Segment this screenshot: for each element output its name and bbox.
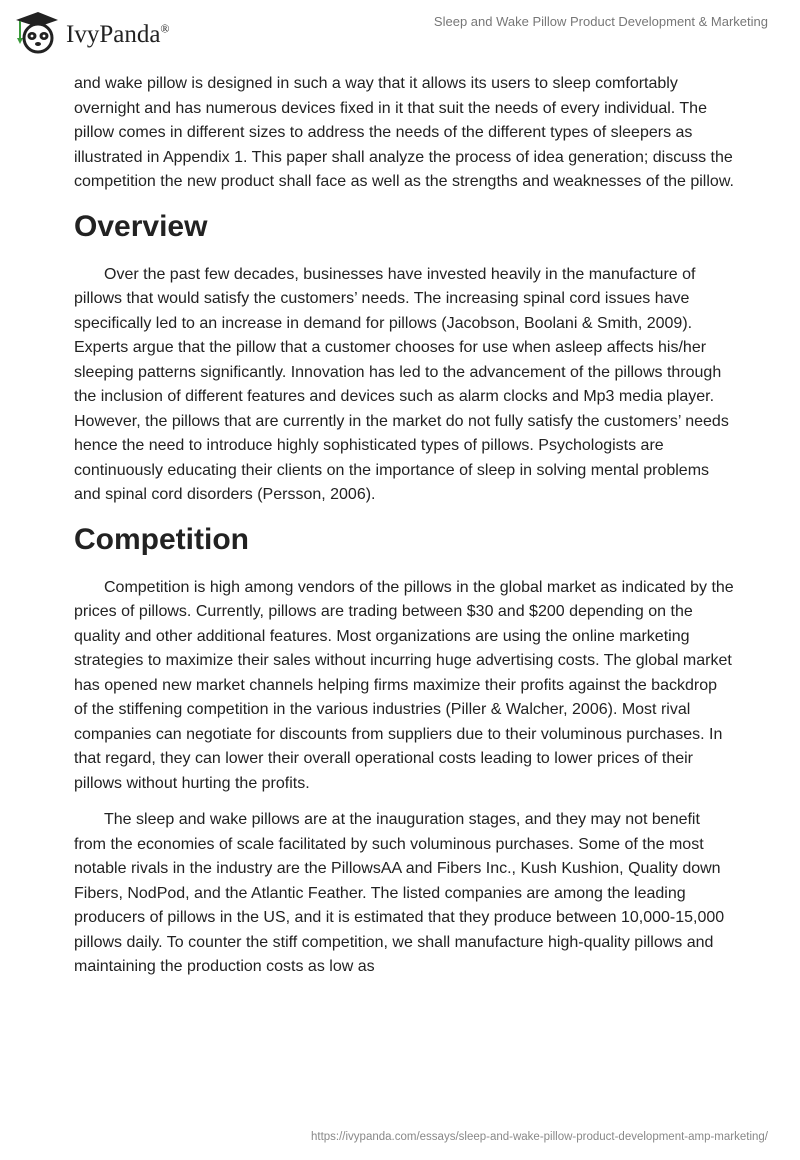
logo-text: IvyPanda® (66, 21, 170, 48)
competition-paragraph-2: The sleep and wake pillows are at the inauguration stages, and they may not benefit from the economies of scale facilitated by such voluminous purchases. Some of the most notable rivals in the industry are the PillowsAA and Fibers Inc., Kush Kushion, Quality down Fibers, NodPod, and the Atlantic Feather. The listed companies are among the leading producers of pillows in the US, and it is estimated that they produce between 10,000-15,000 pillows daily. To counter the stiff competition, we shall manufacture high-quality pillows and maintaining the production costs as low as (74, 811, 725, 975)
page-header (0, 0, 800, 60)
competition-paragraph-1: Competition is high among vendors of the pillows in the global market as indicated by the prices of pillows. Currently, pillows are trading between $30 and $200 depending on the quality and other additional features. Most organizations are using the online marketing strategies to maximize their sales without incurring huge advertising costs. The global market has opened new market channels helping firms maximize their profits against the backdrop of the stiffening competition in the various industries (Piller & Walcher, 2006). Most rival companies can negotiate for discounts from suppliers due to their voluminous purchases. In that regard, they can lower their overall operational costs leading to lower prices of their pillows without hurting the profits. (74, 578, 734, 792)
panda-logo-icon (12, 8, 60, 54)
intro-paragraph: and wake pillow is designed in such a way that it allows its users to sleep comfortably overnight and has numerous devices fixed in it that suit the needs of every individual. The pillow comes in different sizes to address the needs of the different types of sleepers as illustrated in Appendix 1. This paper shall analyze the process of idea generation; discuss the competition the new product shall face as well as the strengths and weaknesses of the pillow. (74, 75, 734, 190)
ivypanda-logo[interactable] (12, 8, 170, 54)
essay-content (74, 72, 734, 992)
section-heading-competition: Competition (74, 522, 249, 556)
section-heading-overview: Overview (74, 209, 208, 243)
source-url[interactable]: https://ivypanda.com/essays/sleep-and-wake-pillow-product-development-amp-marketing/ (310, 1131, 768, 1143)
overview-paragraph: Over the past few decades, businesses have invested heavily in the manufacture of pillows that would satisfy the customers’ needs. The increasing spinal cord issues have specifically led to an increase in demand for pillows (Jacobson, Boolani & Smith, 2009). Experts argue that the pillow that a customer chooses for use when asleep affects his/her sleeping patterns significantly. Innovation has led to the advancement of the pillows through the inclusion of different features and devices such as alarm clocks and Mp3 media player. However, the pillows that are currently in the market do not fully satisfy the customers’ needs hence the need to introduce highly sophisticated types of pillows. Psychologists are continuously educating their clients on the importance of sleep in solving mental problems and spinal cord disorders (Persson, 2006). (74, 265, 729, 503)
document-title: Sleep and Wake Pillow Product Development & Marketing (433, 14, 768, 29)
